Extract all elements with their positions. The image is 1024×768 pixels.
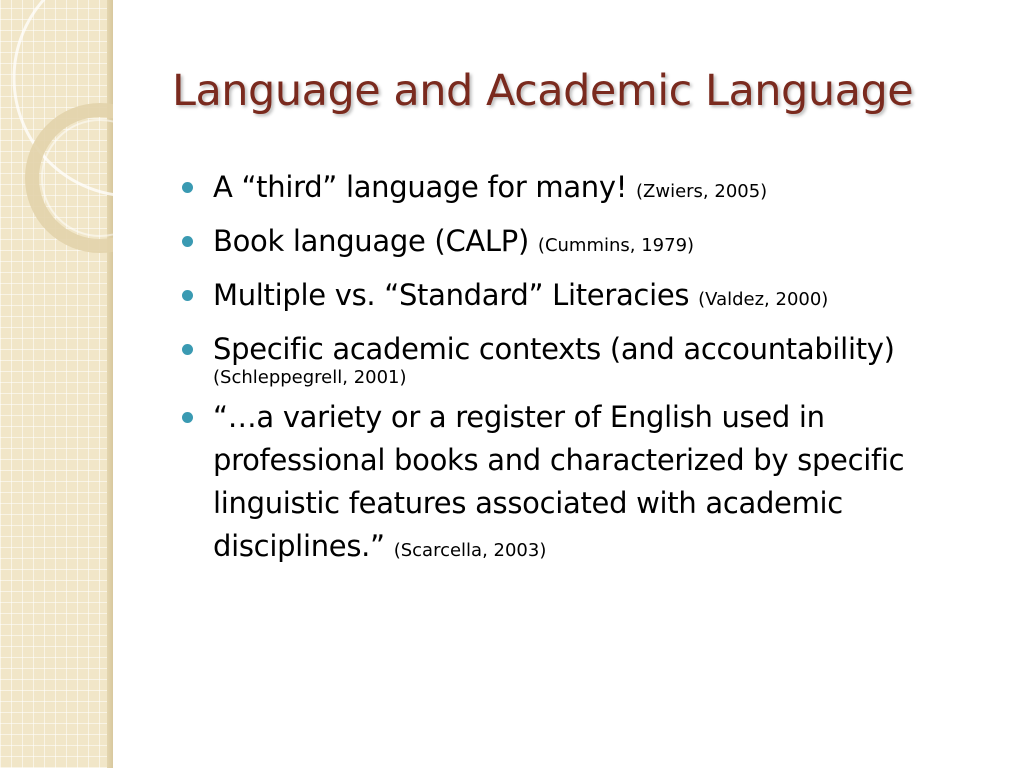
bullet-dot-icon bbox=[182, 182, 193, 193]
bullet-dot-icon bbox=[182, 236, 193, 247]
quote-line: “…a variety or a register of English used in bbox=[213, 400, 825, 434]
bullet-text: Specific academic contexts (and accountability) bbox=[213, 332, 895, 366]
quote-line: disciplines.” bbox=[213, 529, 385, 563]
list-item bbox=[182, 328, 1002, 389]
bullet-citation: (Zwiers, 2005) bbox=[636, 181, 768, 202]
list-item bbox=[182, 220, 1002, 267]
quote-line: linguistic features associated with academic bbox=[213, 486, 843, 520]
bullet-citation: (Schleppegrell, 2001) bbox=[213, 367, 407, 388]
list-item bbox=[182, 274, 1002, 321]
bullet-text: A “third” language for many! bbox=[213, 170, 628, 204]
bullet-citation: (Scarcella, 2003) bbox=[393, 540, 547, 561]
bullet-dot-icon bbox=[182, 290, 193, 301]
bullet-list bbox=[182, 166, 1002, 579]
bullet-text: Book language (CALP) bbox=[213, 224, 529, 258]
bullet-text: Multiple vs. “Standard” Literacies bbox=[213, 278, 690, 312]
bullet-citation: (Valdez, 2000) bbox=[698, 289, 829, 310]
bullet-dot-icon bbox=[182, 412, 193, 423]
bullet-citation: (Cummins, 1979) bbox=[537, 235, 695, 256]
quote-line: professional books and characterized by specific bbox=[213, 443, 905, 477]
list-item bbox=[182, 396, 1002, 572]
decorative-circles bbox=[0, 0, 113, 300]
bullet-dot-icon bbox=[182, 344, 193, 355]
list-item bbox=[182, 166, 1002, 213]
slide-title: Language and Academic Language bbox=[172, 66, 914, 116]
